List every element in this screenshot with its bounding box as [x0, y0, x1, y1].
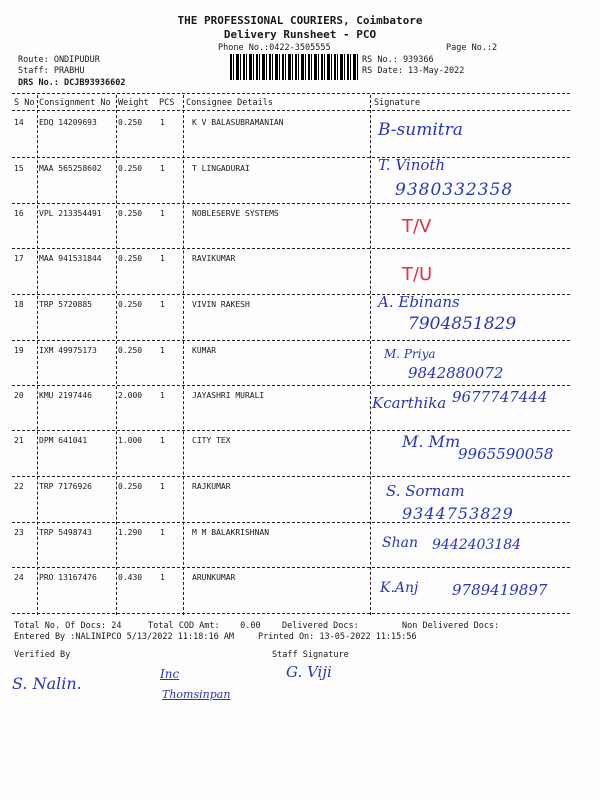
table-top-rule — [12, 93, 570, 94]
row-sno: 24 — [14, 573, 24, 582]
row-rule — [12, 248, 570, 249]
signature-phone: 9965590058 — [458, 445, 554, 463]
row-weight: 2.000 — [118, 391, 143, 400]
rs-number: RS No.: 939366 — [362, 55, 434, 65]
row-rule — [12, 567, 570, 568]
non-delivered-docs: Non Delivered Docs: — [402, 621, 500, 631]
row-consignee: RAVIKUMAR — [192, 254, 236, 263]
row-rule — [12, 476, 570, 477]
signature: M. Mm — [402, 432, 461, 451]
verifier-signature: S. Nalin. — [12, 674, 82, 693]
row-rule — [12, 294, 570, 295]
rs-date: RS Date: 13-May-2022 — [362, 66, 465, 76]
row-consignment: TRP 5498743 — [39, 528, 92, 537]
signature: B-sumitra — [378, 120, 463, 140]
delivered-docs: Delivered Docs: — [282, 621, 359, 631]
row-rule — [12, 157, 570, 158]
col-consignment: Consignment No — [39, 98, 111, 108]
row-weight: 0.250 — [118, 209, 143, 218]
row-pcs: 1 — [160, 436, 165, 445]
row-sno: 15 — [14, 164, 24, 173]
col-signature: Signature — [374, 98, 421, 108]
row-rule — [12, 203, 570, 204]
row-consignment: TRP 7176926 — [39, 482, 92, 491]
signature: T/U — [402, 264, 433, 285]
signature: T/V — [402, 216, 432, 237]
row-consignment: DPM 641041 — [39, 436, 88, 445]
row-rule — [12, 385, 570, 386]
page-number: Page No.:2 — [446, 43, 498, 53]
signature-phone: 9344753829 — [402, 504, 514, 523]
row-weight: 0.250 — [118, 300, 143, 309]
verifier-signature-name: Thomsinpan — [162, 688, 231, 701]
row-pcs: 1 — [160, 164, 165, 173]
phone-number: Phone No.:0422-3505555 — [218, 43, 331, 53]
signature: Kcarthika — [372, 394, 447, 412]
verifier-signature-initials: Inc — [160, 667, 180, 681]
header-rule — [12, 110, 570, 111]
table-row — [0, 346, 600, 390]
signature: S. Sornam — [386, 482, 465, 500]
route: Route: ONDIPUDUR — [18, 55, 100, 65]
row-weight: 1.000 — [118, 436, 143, 445]
row-pcs: 1 — [160, 118, 165, 127]
row-weight: 1.290 — [118, 528, 143, 537]
row-sno: 17 — [14, 254, 24, 263]
total-cod: Total COD Amt: 0.00 — [148, 621, 261, 631]
row-pcs: 1 — [160, 482, 165, 491]
row-weight: 0.250 — [118, 254, 143, 263]
row-consignee: K V BALASUBRAMANIAN — [192, 118, 284, 127]
company-name: THE PROFESSIONAL COURIERS, Coimbatore — [177, 14, 423, 27]
row-pcs: 1 — [160, 391, 165, 400]
row-weight: 0.250 — [118, 346, 143, 355]
row-consignment: EDQ 14209693 — [39, 118, 97, 127]
row-pcs: 1 — [160, 254, 165, 263]
row-weight: 0.250 — [118, 482, 143, 491]
signature: M. Priya — [384, 347, 436, 361]
row-sno: 16 — [14, 209, 24, 218]
row-rule — [12, 340, 570, 341]
col-weight: Weight — [118, 98, 149, 108]
row-consignee: JAYASHRI MURALI — [192, 391, 265, 400]
row-weight: 0.250 — [118, 118, 143, 127]
row-consignee: CITY TEX — [192, 436, 231, 445]
row-sno: 14 — [14, 118, 24, 127]
table-row — [0, 254, 600, 298]
row-consignment: MAA 941531844 — [39, 254, 102, 263]
row-weight: 0.430 — [118, 573, 143, 582]
staff: Staff: PRABHU — [18, 66, 85, 76]
row-pcs: 1 — [160, 346, 165, 355]
row-consignee: M M BALAKRISHNAN — [192, 528, 270, 537]
signature-phone: 9442403184 — [432, 537, 522, 553]
table-row — [0, 209, 600, 253]
entered-by: Entered By :NALINIPCO 5/13/2022 11:18:16 AM — [14, 632, 235, 642]
row-sno: 20 — [14, 391, 24, 400]
table-bottom-rule — [12, 613, 570, 614]
row-sno: 18 — [14, 300, 24, 309]
table-row — [0, 118, 600, 162]
row-pcs: 1 — [160, 300, 165, 309]
row-sno: 19 — [14, 346, 24, 355]
row-sno: 22 — [14, 482, 24, 491]
row-weight: 0.250 — [118, 164, 143, 173]
row-rule — [12, 430, 570, 431]
row-consignment: MAA 565258602 — [39, 164, 102, 173]
staff-signature-label: Staff Signature — [272, 650, 349, 660]
signature: K.Anj — [380, 580, 419, 596]
row-consignment: TRP 5720885 — [39, 300, 92, 309]
total-docs: Total No. Of Docs: 24 — [14, 621, 122, 631]
signature-phone: 7904851829 — [408, 314, 517, 334]
row-consignee: RAJKUMAR — [192, 482, 231, 491]
row-consignment: KMU 2197446 — [39, 391, 92, 400]
row-consignee: T LINGADURAI — [192, 164, 250, 173]
verified-by-label: Verified By — [14, 650, 71, 660]
row-consignment: VPL 213354491 — [39, 209, 102, 218]
row-consignee: NOBLESERVE SYSTEMS — [192, 209, 279, 218]
row-sno: 21 — [14, 436, 24, 445]
row-consignee: ARUNKUMAR — [192, 573, 236, 582]
signature: Shan — [382, 535, 418, 551]
signature: A. Ebinans — [378, 293, 460, 311]
col-sno: S No — [14, 98, 35, 108]
signature-phone: 9789419897 — [452, 581, 548, 599]
staff-signature: G. Viji — [286, 663, 332, 681]
barcode — [230, 54, 358, 80]
signature-phone: 9380332358 — [395, 180, 514, 200]
drs-number: DRS No.: DCJB93936602 — [18, 78, 126, 88]
signature: T. Vinoth — [378, 156, 446, 174]
row-pcs: 1 — [160, 209, 165, 218]
col-pcs: PCS — [159, 98, 175, 108]
row-consignment: PRO 13167476 — [39, 573, 97, 582]
row-consignee: VIVIN RAKESH — [192, 300, 250, 309]
signature-phone: 9842880072 — [408, 364, 504, 382]
signature-phone: 9677747444 — [452, 388, 548, 406]
row-consignment: IXM 49975173 — [39, 346, 97, 355]
row-pcs: 1 — [160, 573, 165, 582]
document-title: Delivery Runsheet - PCO — [223, 28, 377, 41]
col-consignee: Consignee Details — [186, 98, 273, 108]
row-consignee: KUMAR — [192, 346, 217, 355]
printed-on: Printed On: 13-05-2022 11:15:56 — [258, 632, 417, 642]
row-sno: 23 — [14, 528, 24, 537]
row-pcs: 1 — [160, 528, 165, 537]
